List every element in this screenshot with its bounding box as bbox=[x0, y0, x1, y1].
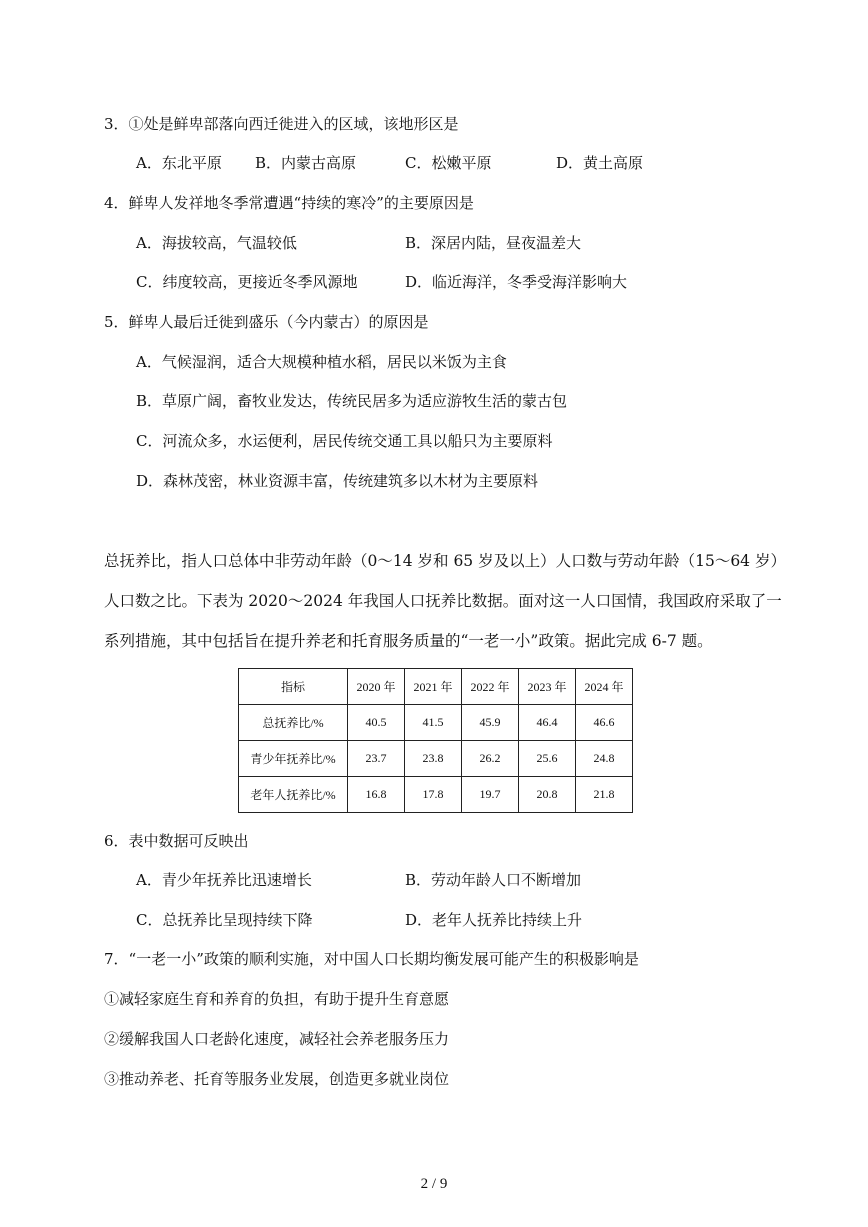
question-5-option-c: C．河流众多，水运便利，居民传统交通工具以船只为主要原料 bbox=[136, 432, 553, 450]
table-cell: 16.8 bbox=[348, 777, 405, 813]
table-row bbox=[239, 741, 633, 777]
question-3-option-a: A．东北平原 bbox=[136, 154, 222, 172]
table-cell: 46.6 bbox=[576, 705, 633, 741]
question-3-stem: 3．①处是鲜卑部落向西迁徙进入的区域，该地形区是 bbox=[104, 115, 459, 133]
table-cell: 17.8 bbox=[405, 777, 462, 813]
question-5-option-a: A．气候湿润，适合大规模种植水稻，居民以米饭为主食 bbox=[136, 353, 507, 371]
table-cell: 20.8 bbox=[519, 777, 576, 813]
intro-paragraph-line-2: 人口数之比。下表为 2020～2024 年我国人口抚养比数据。面对这一人口国情，我国政府采取了一 bbox=[104, 592, 782, 610]
dependency-ratio-table bbox=[238, 668, 633, 813]
table-cell: 46.4 bbox=[519, 705, 576, 741]
table-header-cell: 2022 年 bbox=[462, 669, 519, 705]
question-5-option-b: B．草原广阔，畜牧业发达，传统民居多为适应游牧生活的蒙古包 bbox=[136, 392, 568, 410]
question-6-stem: 6．表中数据可反映出 bbox=[104, 832, 249, 850]
question-4-option-a: A．海拔较高，气温较低 bbox=[136, 234, 297, 252]
question-6-option-a: A．青少年抚养比迅速增长 bbox=[136, 871, 312, 889]
table-cell: 青少年抚养比/% bbox=[239, 741, 348, 777]
question-4-option-d: D．临近海洋，冬季受海洋影响大 bbox=[405, 273, 628, 291]
table-cell: 19.7 bbox=[462, 777, 519, 813]
table-cell: 21.8 bbox=[576, 777, 633, 813]
table-cell: 24.8 bbox=[576, 741, 633, 777]
table-row bbox=[239, 777, 633, 813]
table-cell: 23.7 bbox=[348, 741, 405, 777]
question-7-stem: 7．“一老一小”政策的顺利实施，对中国人口长期均衡发展可能产生的积极影响是 bbox=[104, 950, 639, 968]
table-cell: 26.2 bbox=[462, 741, 519, 777]
question-5-option-d: D．森林茂密，林业资源丰富，传统建筑多以木材为主要原料 bbox=[136, 472, 539, 490]
question-7-item-3: ③推动养老、托育等服务业发展，创造更多就业岗位 bbox=[104, 1070, 450, 1088]
table-row bbox=[239, 705, 633, 741]
table-cell: 25.6 bbox=[519, 741, 576, 777]
intro-paragraph-line-1: 总抚养比，指人口总体中非劳动年龄（0～14 岁和 65 岁及以上）人口数与劳动年龄（15～64 岁） bbox=[104, 552, 786, 570]
table-header-cell: 指标 bbox=[239, 669, 348, 705]
page-number: 2 / 9 bbox=[420, 1176, 448, 1192]
question-3-option-d: D．黄土高原 bbox=[556, 154, 644, 172]
question-7-item-1: ①减轻家庭生育和养育的负担，有助于提升生育意愿 bbox=[104, 990, 450, 1008]
question-5-stem: 5．鲜卑人最后迁徙到盛乐（今内蒙古）的原因是 bbox=[104, 313, 429, 331]
table-cell: 45.9 bbox=[462, 705, 519, 741]
question-6-option-d: D．老年人抚养比持续上升 bbox=[405, 911, 583, 929]
question-3-option-c: C．松嫩平原 bbox=[405, 154, 492, 172]
question-4-stem: 4．鲜卑人发祥地冬季常遭遇“持续的寒冷”的主要原因是 bbox=[104, 194, 474, 212]
table-cell: 40.5 bbox=[348, 705, 405, 741]
table-cell: 23.8 bbox=[405, 741, 462, 777]
table-header-cell: 2020 年 bbox=[348, 669, 405, 705]
question-6-option-b: B．劳动年龄人口不断增加 bbox=[405, 871, 582, 889]
table-cell: 老年人抚养比/% bbox=[239, 777, 348, 813]
table-header-cell: 2021 年 bbox=[405, 669, 462, 705]
table-header-row bbox=[239, 669, 633, 705]
question-7-item-2: ②缓解我国人口老龄化速度，减轻社会养老服务压力 bbox=[104, 1030, 450, 1048]
table-header-cell: 2023 年 bbox=[519, 669, 576, 705]
table-cell: 41.5 bbox=[405, 705, 462, 741]
intro-paragraph-line-3: 系列措施，其中包括旨在提升养老和托育服务质量的“一老一小”政策。据此完成 6-7 题。 bbox=[104, 632, 713, 650]
question-4-option-c: C．纬度较高，更接近冬季风源地 bbox=[136, 273, 358, 291]
question-6-option-c: C．总抚养比呈现持续下降 bbox=[136, 911, 313, 929]
question-4-option-b: B．深居内陆，昼夜温差大 bbox=[405, 234, 582, 252]
table-cell: 总抚养比/% bbox=[239, 705, 348, 741]
table-header-cell: 2024 年 bbox=[576, 669, 633, 705]
question-3-option-b: B．内蒙古高原 bbox=[255, 154, 357, 172]
